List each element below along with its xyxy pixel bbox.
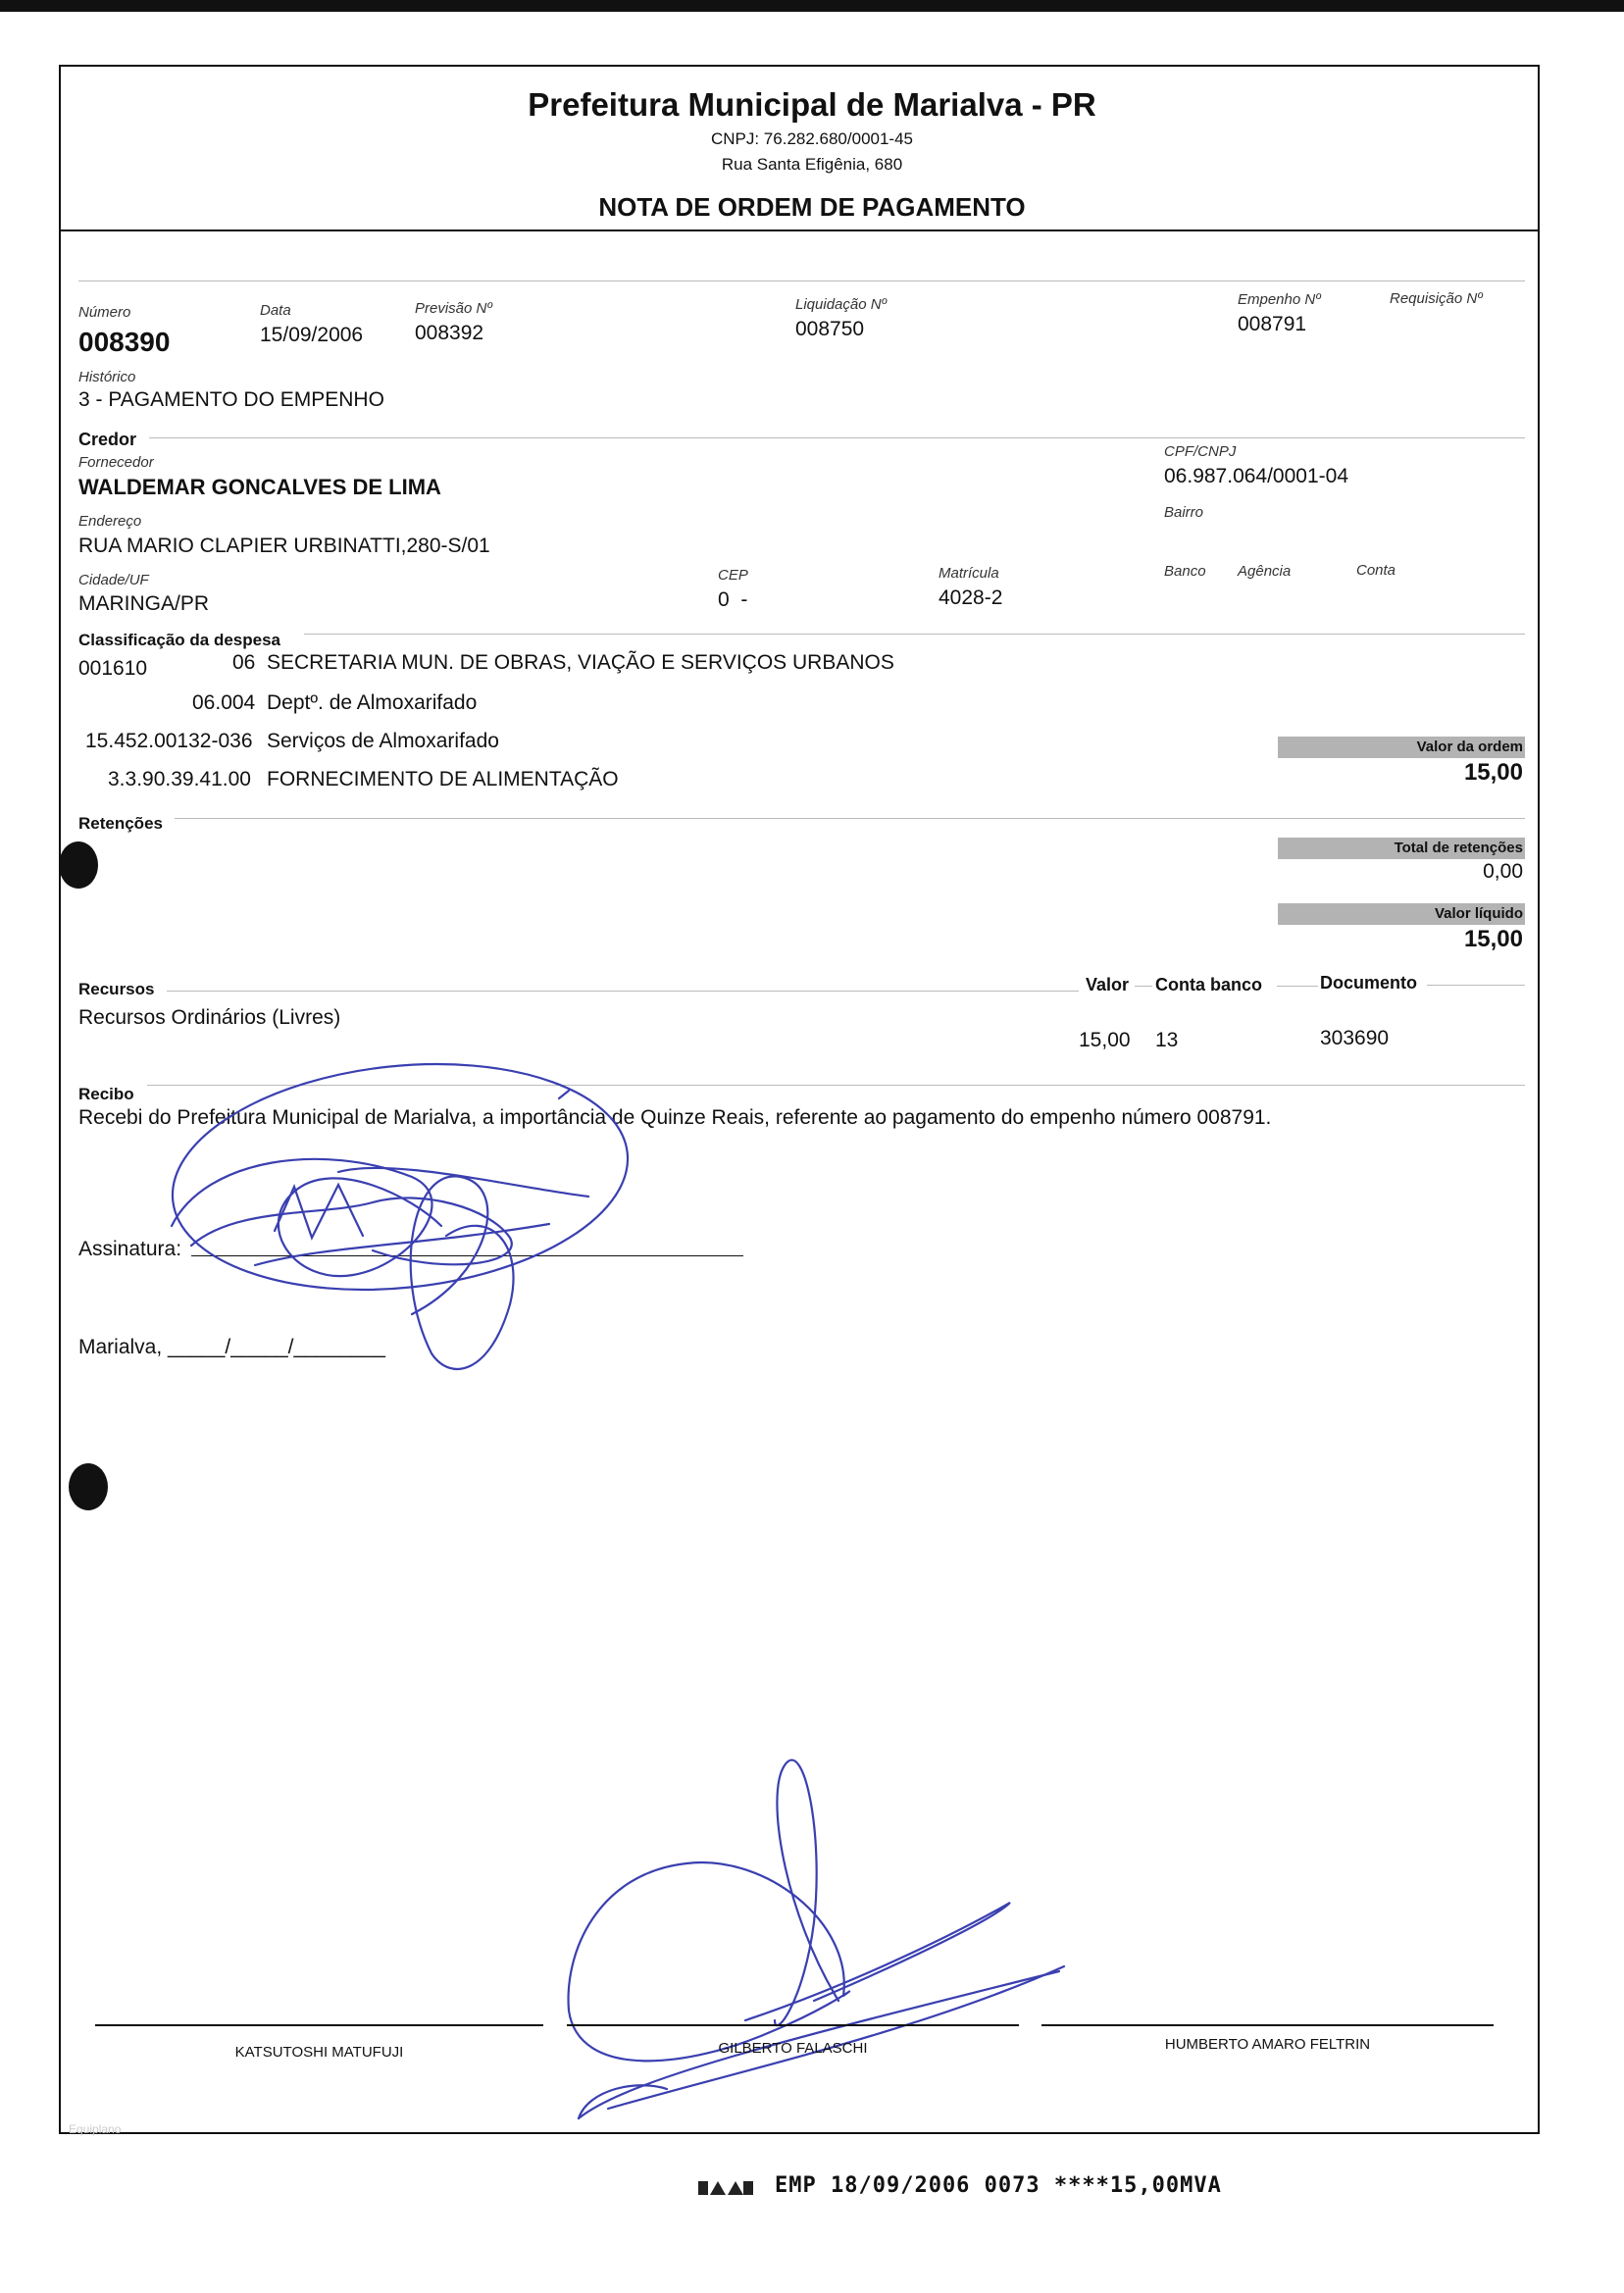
recursos-conta: 13 xyxy=(1155,1029,1179,1051)
valor-ordem-value: 15,00 xyxy=(1463,759,1523,786)
cep-value: 0 - xyxy=(718,588,748,611)
punch-hole-bottom xyxy=(69,1463,108,1510)
signature-line-3 xyxy=(1041,2024,1494,2026)
classificacao-l2-code: 06.004 xyxy=(192,691,256,714)
classificacao-l1-code: 06 xyxy=(232,651,256,674)
classificacao-l1-text: SECRETARIA MUN. DE OBRAS, VIAÇÃO E SERVIÇOS URBANOS xyxy=(267,651,894,674)
classificacao-l4-text: FORNECIMENTO DE ALIMENTAÇÃO xyxy=(267,768,619,790)
signatory-3: HUMBERTO AMARO FELTRIN xyxy=(1164,2036,1371,2053)
punch-hole-top xyxy=(59,841,98,889)
signatory-2: GILBERTO FALASCHI xyxy=(718,2040,868,2057)
cidade-value: MARINGA/PR xyxy=(78,592,210,615)
classificacao-l3-text: Serviços de Almoxarifado xyxy=(267,730,499,752)
valor-liquido-label: Valor líquido xyxy=(1434,905,1523,922)
recibo-text: Recebi do Prefeitura Municipal de Marialva, a importância de Quinze Reais, referente ao pagamento do empenho número 008791. xyxy=(78,1106,1272,1129)
total-retencoes-value: 0,00 xyxy=(1483,860,1523,883)
historico-value: 3 - PAGAMENTO DO EMPENHO xyxy=(78,388,384,411)
bairro-label: Bairro xyxy=(1164,504,1204,521)
numero-value: 008390 xyxy=(78,327,171,357)
historico-label: Histórico xyxy=(78,369,136,385)
matricula-value: 4028-2 xyxy=(939,586,1003,609)
document-title: NOTA DE ORDEM DE PAGAMENTO xyxy=(598,192,1026,222)
valor-ordem-label: Valor da ordem xyxy=(1416,739,1523,755)
assinatura-label: Assinatura: xyxy=(78,1238,182,1260)
matricula-label: Matrícula xyxy=(939,565,999,582)
org-cnpj: CNPJ: 76.282.680/0001-45 xyxy=(710,129,914,148)
recursos-documento-label: Documento xyxy=(1320,973,1417,993)
recursos-valor: 15,00 xyxy=(1079,1029,1131,1051)
stamp-logo xyxy=(698,2177,753,2197)
software-watermark: Equiplano xyxy=(69,2122,122,2136)
cidade-label: Cidade/UF xyxy=(78,572,149,588)
cpf-label: CPF/CNPJ xyxy=(1164,443,1237,460)
liquidacao-value: 008750 xyxy=(795,318,865,340)
classificacao-l4-code: 3.3.90.39.41.00 xyxy=(108,768,251,790)
previsao-label: Previsão Nº xyxy=(415,300,492,317)
liquidacao-label: Liquidação Nº xyxy=(795,296,888,313)
signatory-1: KATSUTOSHI MATUFUJI xyxy=(234,2044,404,2061)
numero-label: Número xyxy=(78,304,131,321)
banco-label: Banco xyxy=(1164,563,1206,580)
cep-label: CEP xyxy=(718,567,748,584)
classificacao-code: 001610 xyxy=(78,657,148,680)
previsao-value: 008392 xyxy=(415,322,484,344)
fornecedor-value: WALDEMAR GONCALVES DE LIMA xyxy=(78,475,441,499)
fornecedor-label: Fornecedor xyxy=(78,454,154,471)
org-name: Prefeitura Municipal de Marialva - PR xyxy=(528,86,1096,123)
endereco-value: RUA MARIO CLAPIER URBINATTI,280-S/01 xyxy=(78,535,490,557)
total-retencoes-label: Total de retenções xyxy=(1394,840,1523,856)
data-value: 15/09/2006 xyxy=(260,324,364,346)
classificacao-section-title: Classificação da despesa xyxy=(78,631,281,649)
agencia-label: Agência xyxy=(1238,563,1292,580)
recursos-valor-label: Valor xyxy=(1086,975,1130,994)
requisicao-label: Requisição Nº xyxy=(1390,290,1483,307)
empenho-label: Empenho Nº xyxy=(1238,291,1321,308)
endereco-label: Endereço xyxy=(78,513,142,530)
conta-label: Conta xyxy=(1356,562,1396,579)
valor-liquido-value: 15,00 xyxy=(1463,926,1523,952)
credor-section-title: Credor xyxy=(78,430,137,449)
classificacao-l2-text: Deptº. de Almoxarifado xyxy=(267,691,478,714)
payment-stamp: EMP 18/09/2006 0073 ****15,00MVA xyxy=(775,2173,1222,2198)
recursos-fonte: Recursos Ordinários (Livres) xyxy=(78,1006,341,1029)
recibo-section-title: Recibo xyxy=(78,1085,134,1103)
cpf-value: 06.987.064/0001-04 xyxy=(1164,465,1349,487)
retencoes-section-title: Retenções xyxy=(78,814,163,833)
classificacao-l3-code: 15.452.00132-036 xyxy=(85,730,253,752)
recursos-section-title: Recursos xyxy=(78,980,155,998)
data-label: Data xyxy=(260,302,291,319)
recursos-conta-label: Conta banco xyxy=(1155,975,1263,994)
empenho-value: 008791 xyxy=(1238,313,1307,335)
place-date: Marialva, _____/_____/________ xyxy=(78,1336,385,1358)
signature-line-1 xyxy=(95,2024,543,2026)
recursos-documento: 303690 xyxy=(1320,1027,1390,1049)
signature-line-2 xyxy=(567,2024,1019,2026)
org-address: Rua Santa Efigênia, 680 xyxy=(721,155,903,174)
